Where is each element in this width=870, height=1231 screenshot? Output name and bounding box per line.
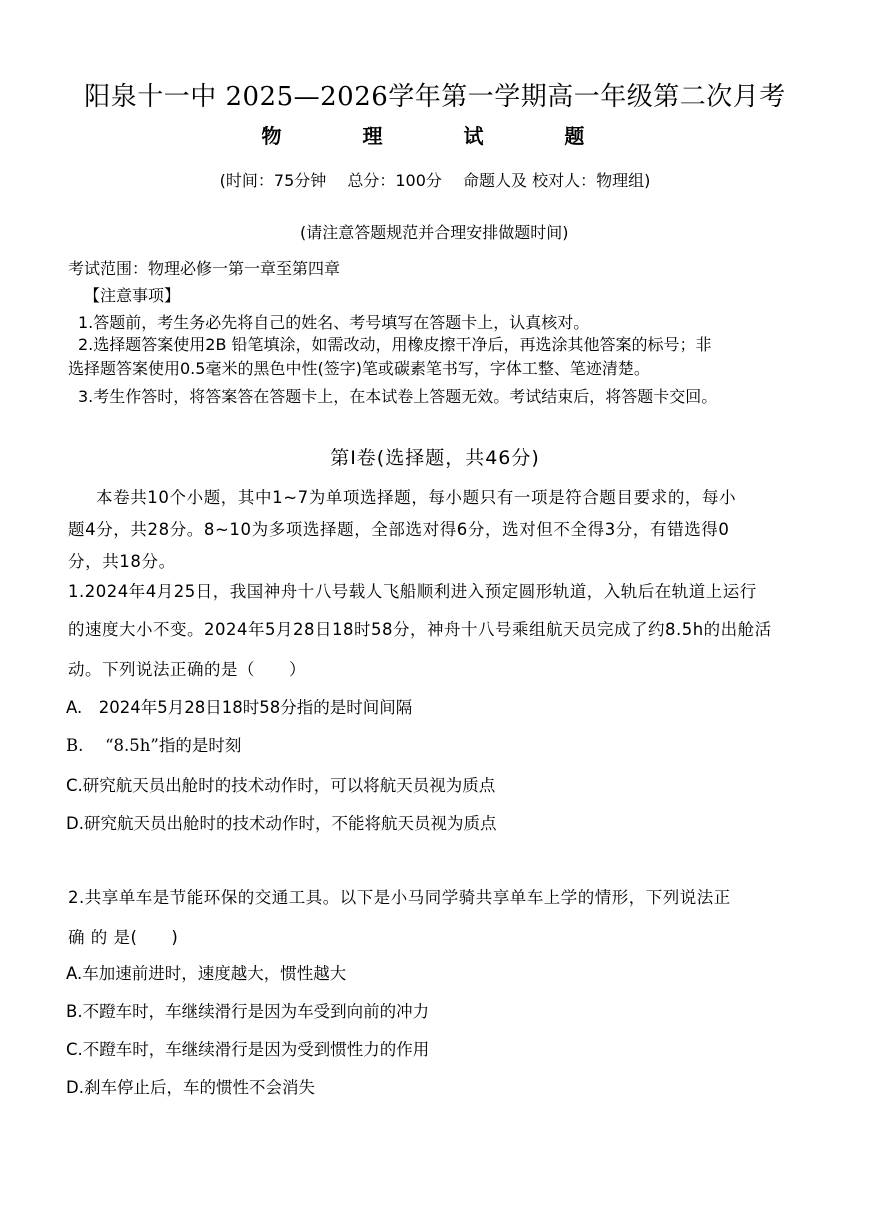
question-1-option-b: B. “8.5h”指的是时刻 [66,736,242,755]
question-1-stem: 的速度大小不变。2024年5月28日18时58分，神舟十八号乘组航天员完成了约8.5h的出舱活 [68,620,772,639]
question-1-stem: 动。下列说法正确的是（ ） [68,660,306,679]
exam-subject: 物 理 试 题 [261,124,609,148]
exam-notice: (请注意答题规范并合理安排做题时间) [300,223,569,242]
attention-item: 1.答题前，考生务必先将自己的姓名、考号填写在答题卡上，认真核对。 [78,313,590,332]
question-2-option-b: B.不蹬车时，车继续滑行是因为车受到向前的冲力 [66,1002,430,1021]
question-2-option-a: A.车加速前进时，速度越大，惯性越大 [66,964,347,983]
attention-item: 2.选择题答案使用2B 铅笔填涂，如需改动，用橡皮擦干净后，再选涂其他答案的标号；非 [78,335,712,354]
section-intro-line: 题4分，共28分。8~10为多项选择题，全部选对得6分，选对但不全得3分，有错选得0 [68,520,730,539]
question-1-option-c: C.研究航天员出舱时的技术动作时，可以将航天员视为质点 [66,776,496,795]
question-2-option-d: D.刹车停止后，车的惯性不会消失 [66,1078,315,1097]
attention-item: 选择题答案使用0.5毫米的黑色中性(签字)笔或碳素笔书写，字体工整、笔迹清楚。 [68,359,650,378]
question-2-stem: 2.共享单车是节能环保的交通工具。以下是小马同学骑共享单车上学的情形，下列说法正 [68,888,731,907]
question-1-option-a: A. 2024年5月28日18时58分指的是时间间隔 [66,698,413,717]
section-title: 第Ⅰ卷(选择题，共46分) [330,447,540,469]
section-intro-line: 分，共18分。 [68,552,176,571]
attention-item: 3.考生作答时，将答案答在答题卡上，在本试卷上答题无效。考试结束后，将答题卡交回。 [78,387,718,406]
question-1-stem: 1.2024年4月25日，我国神舟十八号载人飞船顺利进入预定圆形轨道，入轨后在轨道上运行 [68,582,757,601]
exam-title: 阳泉十一中 2025—2026学年第一学期高一年级第二次月考 [84,82,786,112]
exam-info: (时间：75分钟 总分：100分 命题人及 校对人：物理组) [219,171,651,190]
attention-heading: 【注意事项】 [84,286,181,305]
exam-scope: 考试范围：物理必修一第一章至第四章 [68,259,341,278]
question-2-option-c: C.不蹬车时，车继续滑行是因为受到惯性力的作用 [66,1040,430,1059]
question-2-stem: 确 的 是( ) [68,928,179,947]
question-1-option-d: D.研究航天员出舱时的技术动作时，不能将航天员视为质点 [66,814,497,833]
section-intro-line: 本卷共10个小题，其中1~7为单项选择题，每小题只有一项是符合题目要求的，每小 [96,488,737,507]
